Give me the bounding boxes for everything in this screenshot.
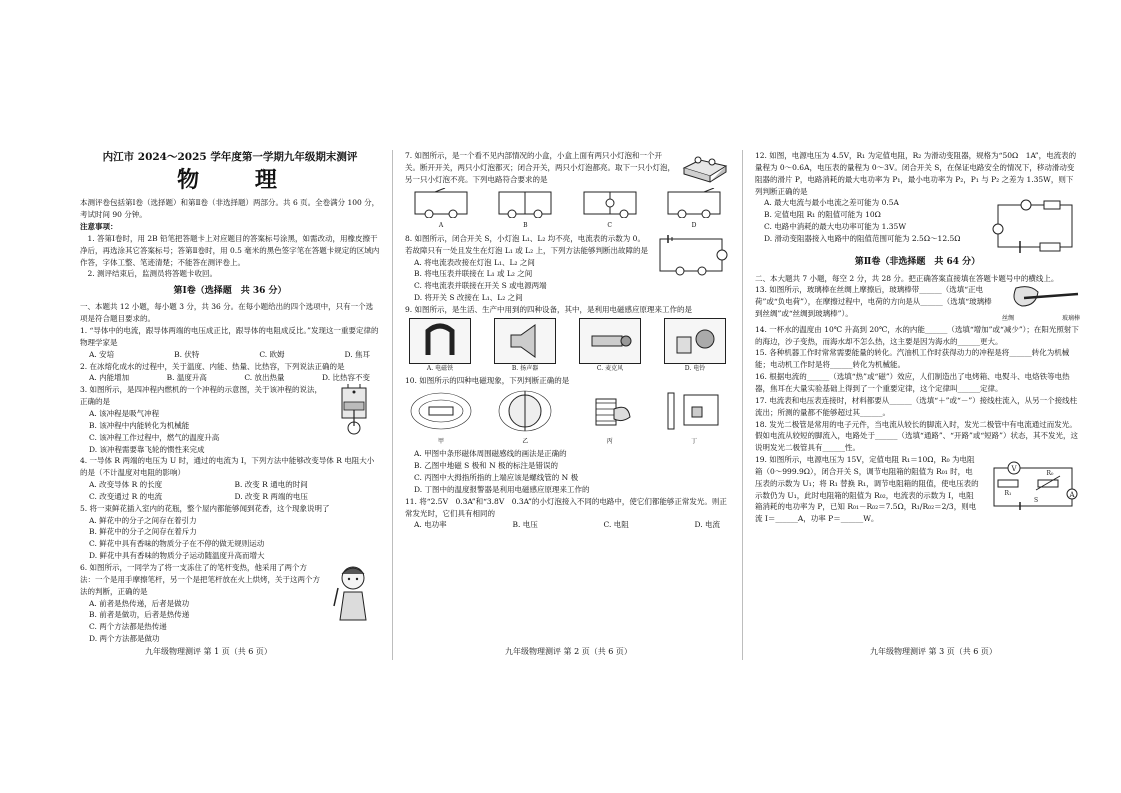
- question-11-options: [405, 519, 730, 531]
- option: B. 电压: [512, 520, 538, 530]
- notes-heading: 注意事项：: [80, 221, 118, 231]
- circuit-option: [411, 188, 471, 231]
- circuit-diagram: [580, 188, 640, 218]
- device-label: C. 麦克风: [596, 364, 624, 372]
- ammeter-label: A: [1069, 491, 1075, 500]
- question-8: 8. 如图所示，闭合开关 S，小灯泡 L₁、L₂ 均不亮，电流表的示数为 0。若故障只有一处且发生在灯泡 L₁ 或 L₂ 上，下列方法能够判断出故障的是: [405, 233, 649, 255]
- option: B. 鲜花中的分子之间存在着斥力: [89, 527, 197, 537]
- section-1-heading: 第Ⅰ卷（选择题 共 36 分）: [173, 286, 287, 297]
- option: B. 定值电阻 R₁ 的阻值可能为 10Ω: [764, 210, 881, 220]
- circuit-diagram: [495, 188, 555, 218]
- option: A. 改变导体 R 的长度: [89, 480, 163, 490]
- option: B. 伏特: [174, 349, 200, 359]
- page-1-footer: 九年级物理测评 第 1 页（共 6 页）: [145, 647, 272, 656]
- option: C. 电路中消耗的最大电功率可能为 1.35W: [764, 222, 907, 232]
- option: A. 将电流表改接在灯泡 L₁、L₂ 之间: [414, 257, 535, 267]
- question-4: 4. 一导体 R 两端的电压为 U 时，通过的电流为 I，下列方法中能够改变导体 R 电阻大小的是（不计温度对电阻的影响）: [80, 456, 375, 478]
- silk-glass-rod-diagram: [1002, 284, 1080, 310]
- question-7: 7. 如图所示，是一个看不见内部情况的小盒，小盒上面有两只小灯泡和一个开关。断开开关，两只小灯泡都灭；闭合开关，两只小灯泡都亮。取下一只小灯泡，另一只小灯泡不亮。下列电路符合要求的是: [405, 151, 675, 184]
- exam-title: 内江市 2024～2025 学年度第一学期九年级期末测评: [102, 151, 358, 163]
- option: D. 鲜花中具有香味的物质分子运动随温度升高而增大: [89, 551, 265, 561]
- bar-magnet-field-diagram: [409, 389, 473, 433]
- option: C. 欧姆: [259, 349, 285, 359]
- question-16: 16. 根据电流的______（选填“热”或“磁”）效应，人们制造出了电烤箱、电熨斗、电烙铁等电热器，焦耳在大量实验基础上得到了一个重要定律，这个定律叫______定律。: [755, 372, 1070, 393]
- option: A. 该冲程是吸气冲程: [89, 409, 160, 418]
- speaker-image: [494, 318, 556, 364]
- question-7-block: [405, 150, 730, 186]
- rheostat-circuit-figure: [990, 197, 1080, 255]
- series-circuit-figure: [654, 233, 730, 277]
- question-14: 14. 一杯水的温度由 10℃ 升高到 20℃，水的内能______（选填“增加”或“减少”）；在阳光照射下的海边，沙子变热，而海水却不怎么热，这主要是因为海水的______更大。: [755, 324, 1079, 346]
- option: B. 将电压表并联接在 L₁ 或 L₂ 之间: [414, 269, 533, 279]
- column-divider: [742, 150, 743, 660]
- question-15: 15. 各种机器工作时常常需要能量的转化。汽油机工作时获得动力的冲程是将______转化为机械能；电动机工作时是将______转化为机械能。: [755, 348, 1070, 370]
- question-7-circuits: [405, 186, 730, 233]
- option: A. 安培: [89, 349, 115, 359]
- option: B. 前者是做功，后者是热传递: [89, 610, 190, 620]
- switch-label: S: [1033, 497, 1039, 505]
- circuit-option: [495, 188, 555, 231]
- question-4-options: [80, 479, 380, 503]
- box-with-lamps-figure: [680, 150, 730, 184]
- question-19: 19. 如图所示，电源电压为 15V，定值电阻 R₁＝10Ω，R₀ 为电阻箱（0～999.9Ω），闭合开关 S，调节电阻箱的阻值为 R₀₁ 时，电压表的示数为 U₁；将 R₁ 替换 R₁，调节电阻箱的阻值，使电压表的示数仍为 U₁，此时电阻箱的阻值为 R₀₂，电流表的示数为 I，电阻箱消耗的电功率为 P，已知 R₀₁－R₀₂＝7.5Ω，R₁/R₀₂＝2/3，则电流 I＝______A，功率 P＝______W。: [755, 455, 979, 524]
- question-2-options: [80, 372, 380, 384]
- engine-stroke-figure: [328, 384, 380, 436]
- page-2-footer: 九年级物理测评 第 2 页（共 6 页）: [505, 647, 632, 656]
- exam-subject: 物 理: [177, 166, 301, 193]
- option: D. 将开关 S 改接在 L₁、L₂ 之间: [414, 293, 523, 303]
- circuit-option: [664, 188, 724, 231]
- option: C. 电阻: [603, 520, 629, 530]
- page-1: [80, 150, 380, 660]
- question-11: 11. 将“2.5V 0.3A”和“3.8V 0.3A”的小灯泡接入不同的电路中，使它们都能够正常发光。则正常发光时，它们具有相同的: [405, 496, 727, 518]
- device-figure: [664, 318, 726, 373]
- option: D. 两个方法都是做功: [89, 634, 160, 644]
- option: B. 乙图中地磁 S 极和 N 极的标注是错误的: [414, 461, 559, 471]
- device-figure: [579, 318, 641, 373]
- device-label: B. 扬声器: [511, 364, 539, 372]
- question-9-devices: [405, 316, 730, 375]
- question-1-options: [80, 349, 380, 361]
- option: B. 该冲程中内能转化为机械能: [89, 420, 190, 430]
- phenomenon-figure: [493, 389, 557, 446]
- question-19-block: [755, 454, 1080, 525]
- section-1-intro: 一、本题共 12 小题，每小题 3 分，共 36 分。在每小题给出的四个选项中，只有一个选项是符合题目要求的。: [80, 302, 374, 324]
- solenoid-hand-diagram: [578, 389, 642, 433]
- electromagnet-image: [409, 318, 471, 364]
- option: C. 丙图中大拇指所指的上端应该是螺线管的 N 极: [414, 473, 579, 483]
- option: B. 改变 R 通电的时间: [234, 480, 308, 490]
- temperature-alarm-diagram: [662, 389, 726, 433]
- page-3: [755, 150, 1080, 660]
- phenomenon-figure: [578, 389, 642, 446]
- question-12-block: [755, 197, 1080, 244]
- student-with-pen-figure: [326, 562, 380, 622]
- page-3-footer: 九年级物理测评 第 3 页（共 6 页）: [870, 647, 997, 656]
- figure-label: 丙: [606, 437, 613, 445]
- question-1: 1. “导体中的电流，跟导体两端的电压成正比，跟导体的电阻成反比。”发现这一重要定律的物理学家是: [80, 326, 379, 347]
- resistance-box-circuit-figure: [984, 454, 1080, 514]
- option: A. 内能增加: [89, 373, 130, 383]
- circuit-label: C: [607, 222, 612, 230]
- option: D. 焦耳: [344, 349, 370, 359]
- question-2: 2. 在冰熔化成水的过程中，关于温度、内能、热量、比热容，下列说法正确的是: [80, 361, 345, 371]
- option: D. 改变 R 两端的电压: [234, 491, 308, 501]
- option: A. 鲜花中的分子之间存在着引力: [89, 515, 197, 525]
- device-label: A. 电磁铁: [426, 364, 454, 372]
- option: A. 前者是热传递，后者是做功: [89, 598, 190, 608]
- option: C. 该冲程工作过程中，燃气的温度升高: [89, 432, 220, 442]
- option: A. 电功率: [414, 520, 447, 530]
- microphone-image: [579, 318, 641, 364]
- option: C. 改变通过 R 的电流: [89, 491, 163, 501]
- glass-rod-label: 玻璃棒: [1061, 315, 1080, 323]
- question-12: 12. 如图，电源电压为 4.5V，R₁ 为定值电阻，R₂ 为滑动变阻器，规格为“50Ω 1A”，电流表的量程为 0～0.6A，电压表的量程为 0～3V。闭合开关 S，在保证电路安全的情况下，移动滑动变阻器的滑片 P，电路消耗的最大电功率为 P₁，最小电功率为 P₂，P₁ 与 P₂ 之差为 1.35W，则下列判断正确的是: [755, 151, 1077, 196]
- question-6-block: [80, 562, 380, 645]
- question-5: 5. 将一束鲜花插入室内的花瓶，整个屋内都能够闻到花香，这个现象说明了: [80, 503, 330, 513]
- silk-label: 丝绸: [1002, 315, 1015, 323]
- option: C. 放出热量: [244, 373, 285, 383]
- section-2-heading: 第Ⅱ卷（非选择题 共 64 分）: [854, 257, 981, 268]
- voltmeter-label: V: [1011, 465, 1017, 474]
- section-2-intro: 二、本大题共 7 小题，每空 2 分，共 28 分。把正确答案直接填在答题卡题号中的横线上。: [755, 273, 1059, 283]
- phenomenon-figure: [409, 389, 473, 446]
- figure-label: 乙: [522, 437, 529, 445]
- circuit-label: B: [523, 222, 528, 230]
- rubbing-figure: [1002, 284, 1080, 323]
- figure-label: 丁: [690, 437, 697, 445]
- question-13-block: [755, 284, 1080, 323]
- question-6: 6. 如图所示，一同学为了将一支冻住了的笔杆变热，他采用了两个方法：一个是用手摩擦笔杆，另一个是把笔杆放在火上烘烤，关于这两个方法的判断，正确的是: [80, 562, 320, 596]
- earth-magnetic-field-diagram: [493, 389, 557, 433]
- r1-label: R₁: [1004, 490, 1012, 498]
- exam-intro: 本测评卷包括第Ⅰ卷（选择题）和第Ⅱ卷（非选择题）两部分。共 6 页。全卷满分 100 分，考试时间 90 分钟。: [80, 198, 380, 220]
- option: B. 温度升高: [166, 373, 207, 383]
- note-1: 1. 答第Ⅰ卷时，用 2B 铅笔把答题卡上对应题目的答案标号涂黑，如需改动，用橡皮擦干净后，再选涂其它答案标号；答第Ⅱ卷时，用 0.5 毫米的黑色签字笔在答题卡规定的区域内作答，字体工整、笔迹清楚；不能答在测评卷上。: [80, 233, 380, 267]
- question-10-figures: [405, 387, 730, 448]
- option: A. 甲图中条形磁体周围磁感线的画法是正确的: [414, 449, 567, 459]
- figure-label: 甲: [437, 437, 444, 445]
- column-divider: [392, 150, 393, 660]
- question-3: 3. 如图所示，是四冲程内燃机的一个冲程的示意图，关于该冲程的说法，正确的是: [80, 385, 323, 407]
- question-10: 10. 如图所示的四种电磁现象，下列判断正确的是: [405, 376, 570, 386]
- circuit-label: A: [438, 222, 444, 230]
- page-2: [405, 150, 730, 660]
- option: C. 将电流表并联接在开关 S 或电源两端: [414, 281, 547, 291]
- question-9: 9. 如图所示，是生活、生产中用到的四种设备，其中，是利用电磁感应原理来工作的是: [405, 304, 693, 314]
- option: D. 比热容不变: [321, 373, 370, 383]
- option: C. 两个方法都是热传递: [89, 622, 167, 632]
- device-label: D. 电铃: [684, 364, 706, 372]
- device-figure: [409, 318, 471, 373]
- circuit-diagram: [664, 188, 724, 218]
- option: C. 鲜花中具有香味的物质分子在不停的做无规则运动: [89, 539, 265, 549]
- device-figure: [494, 318, 556, 373]
- option: D. 丁图中的温度报警器是利用电磁感应原理来工作的: [414, 484, 590, 494]
- question-18: 18. 发光二极管是常用的电子元件，当电流从较长的脚流入时，发光二极管中有电流通过而发光。假如电流从较短的脚流入，电路处于______（选填“通路”、“开路”或“短路”）状态，其不发光，这说明发光二极管具有______性。: [755, 419, 1079, 453]
- r0-label: R₀: [1046, 470, 1054, 478]
- circuit-diagram: [411, 188, 471, 218]
- note-2: 2. 测评结束后，监测员将答题卡收回。: [87, 269, 218, 279]
- option: A. 最大电流与最小电流之差可能为 0.5A: [764, 198, 899, 208]
- option: D. 电流: [694, 520, 720, 530]
- question-13: 13. 如图所示，玻璃棒在丝绸上摩擦后，玻璃棒带______（选填“正电荷”或“负电荷”），在摩擦过程中，电荷的方向是从______（选填“玻璃棒到丝绸”或“丝绸到玻璃棒”）。: [755, 285, 992, 319]
- question-3-block: [80, 384, 380, 455]
- circuit-label: D: [691, 222, 697, 230]
- bell-image: [664, 318, 726, 364]
- option: D. 滑动变阻器接入电路中的阻值范围可能为 2.5Ω～12.5Ω: [764, 233, 961, 243]
- option: D. 该冲程需要靠飞轮的惯性来完成: [89, 444, 205, 454]
- question-8-block: [405, 233, 730, 304]
- phenomenon-figure: [662, 389, 726, 446]
- question-17: 17. 电流表和电压表连接时，材料都要从______（选填“＋”或“－”）接线柱流入，从另一个接线柱流出；所测的量都不能够超过其______。: [755, 395, 1078, 417]
- circuit-option: [580, 188, 640, 231]
